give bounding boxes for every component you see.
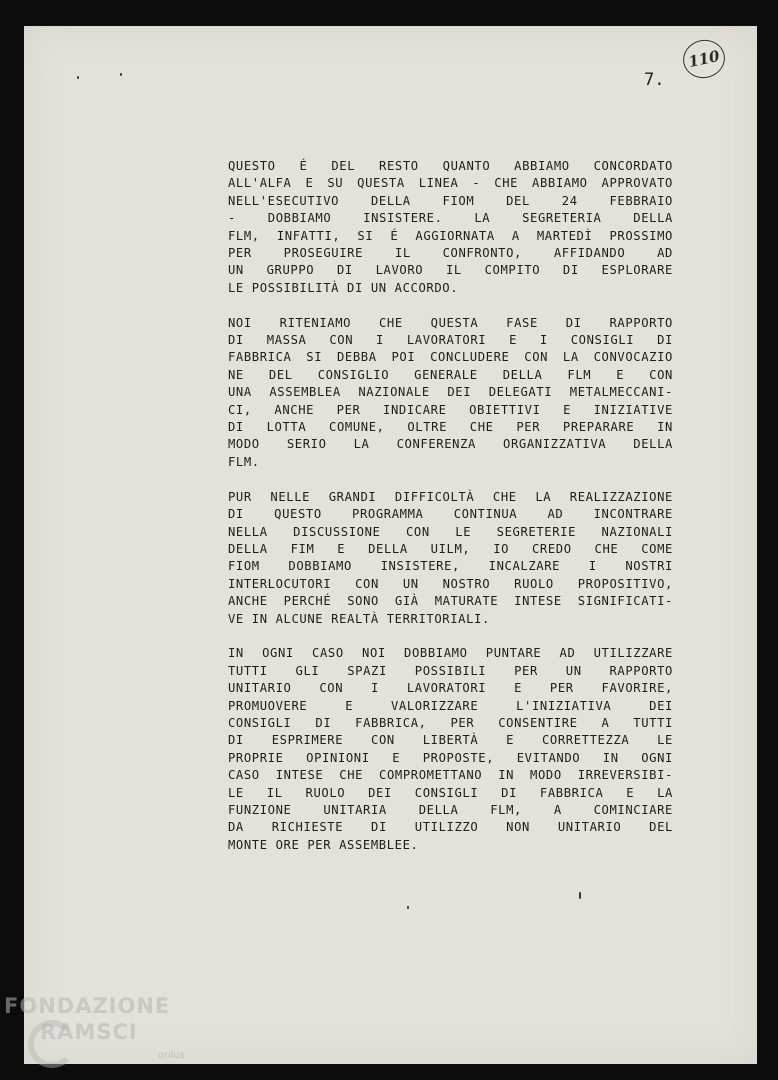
text-line: UNA ASSEMBLEA NAZIONALE DEI DELEGATI METALMECCANI-: [228, 385, 673, 400]
text-line: VE IN ALCUNE REALTÀ TERRITORIALI.: [228, 611, 490, 626]
text-line: LE POSSIBILITÀ DI UN ACCORDO.: [228, 280, 459, 295]
text-line: FABBRICA SI DEBBA POI CONCLUDERE CON LA CONVOCAZIO: [228, 350, 673, 365]
text-line: DA RICHIESTE DI UTILIZZO NON UNITARIO DEL: [228, 820, 673, 835]
text-line: NOI RITENIAMO CHE QUESTA FASE DI RAPPORTO: [228, 315, 673, 330]
text-line: CASO INTESE CHE COMPROMETTANO IN MODO IRREVERSIBI-: [228, 768, 673, 783]
watermark-line-1: FONDAZIONE: [4, 994, 171, 1018]
text-line: ALL'ALFA E SU QUESTA LINEA - CHE ABBIAMO APPROVATO: [228, 176, 673, 191]
archive-stamp-number: 110: [680, 36, 729, 82]
text-line: DELLA FIM E DELLA UILM, IO CREDO CHE COME: [228, 541, 673, 556]
text-line: NE DEL CONSIGLIO GENERALE DELLA FLM E CON: [228, 367, 673, 382]
text-line: FIOM DOBBIAMO INSISTERE, INCALZARE I NOSTRI: [228, 559, 673, 574]
text-line: NELL'ESECUTIVO DELLA FIOM DEL 24 FEBBRAIO: [228, 193, 673, 208]
scan-speck: [579, 892, 581, 899]
document-body: [228, 158, 673, 872]
text-line: DI LOTTA COMUNE, OLTRE CHE PER PREPARARE IN: [228, 420, 673, 435]
scan-speck: [77, 76, 79, 79]
page-number: 7.: [644, 70, 665, 90]
paragraph: [228, 489, 673, 628]
watermark-suffix: onlus: [158, 1050, 185, 1061]
watermark-g-logo: [28, 1020, 76, 1068]
text-line: PUR NELLE GRANDI DIFFICOLTÀ CHE LA REALIZZAZIONE: [228, 489, 673, 504]
text-line: - DOBBIAMO INSISTERE. LA SEGRETERIA DELLA: [228, 211, 673, 226]
text-line: DI ESPRIMERE CON LIBERTÀ E CORRETTEZZA LE: [228, 733, 673, 748]
text-line: MONTE ORE PER ASSEMBLEE.: [228, 837, 419, 852]
paragraph: [228, 158, 673, 297]
text-line: TUTTI GLI SPAZI POSSIBILI PER UN RAPPORTO: [228, 663, 673, 678]
text-line: UNITARIO CON I LAVORATORI E PER FAVORIRE,: [228, 681, 673, 696]
text-line: LE IL RUOLO DEI CONSIGLI DI FABBRICA E LA: [228, 785, 673, 800]
text-line: DI MASSA CON I LAVORATORI E I CONSIGLI DI: [228, 333, 673, 348]
text-line: ANCHE PERCHÉ SONO GIÀ MATURATE INTESE SIGNIFICATI-: [228, 594, 673, 609]
text-line: DI QUESTO PROGRAMMA CONTINUA AD INCONTRARE: [228, 507, 673, 522]
text-line: FLM.: [228, 454, 260, 469]
text-line: INTERLOCUTORI CON UN NOSTRO RUOLO PROPOSITIVO,: [228, 576, 673, 591]
scan-speck: [407, 906, 409, 909]
text-line: UN GRUPPO DI LAVORO IL COMPITO DI ESPLORARE: [228, 263, 673, 278]
text-line: MODO SERIO LA CONFERENZA ORGANIZZATIVA DELLA: [228, 437, 673, 452]
text-line: PER PROSEGUIRE IL CONFRONTO, AFFIDANDO AD: [228, 246, 673, 261]
text-line: CONSIGLI DI FABBRICA, PER CONSENTIRE A TUTTI: [228, 715, 673, 730]
paragraph: [228, 645, 673, 854]
text-line: FUNZIONE UNITARIA DELLA FLM, A COMINCIARE: [228, 802, 673, 817]
text-line: PROMUOVERE E VALORIZZARE L'INIZIATIVA DEI: [228, 698, 673, 713]
watermark-line-2: RAMSCI: [40, 1020, 138, 1044]
text-line: NELLA DISCUSSIONE CON LE SEGRETERIE NAZIONALI: [228, 524, 673, 539]
text-line: CI, ANCHE PER INDICARE OBIETTIVI E INIZIATIVE: [228, 402, 673, 417]
text-line: FLM, INFATTI, SI É AGGIORNATA A MARTEDÌ PROSSIMO: [228, 228, 673, 243]
paragraph: [228, 315, 673, 472]
text-line: IN OGNI CASO NOI DOBBIAMO PUNTARE AD UTILIZZARE: [228, 646, 673, 661]
text-line: PROPRIE OPINIONI E PROPOSTE, EVITANDO IN OGNI: [228, 750, 673, 765]
text-line: QUESTO É DEL RESTO QUANTO ABBIAMO CONCORDATO: [228, 159, 673, 173]
scan-speck: [120, 73, 122, 76]
